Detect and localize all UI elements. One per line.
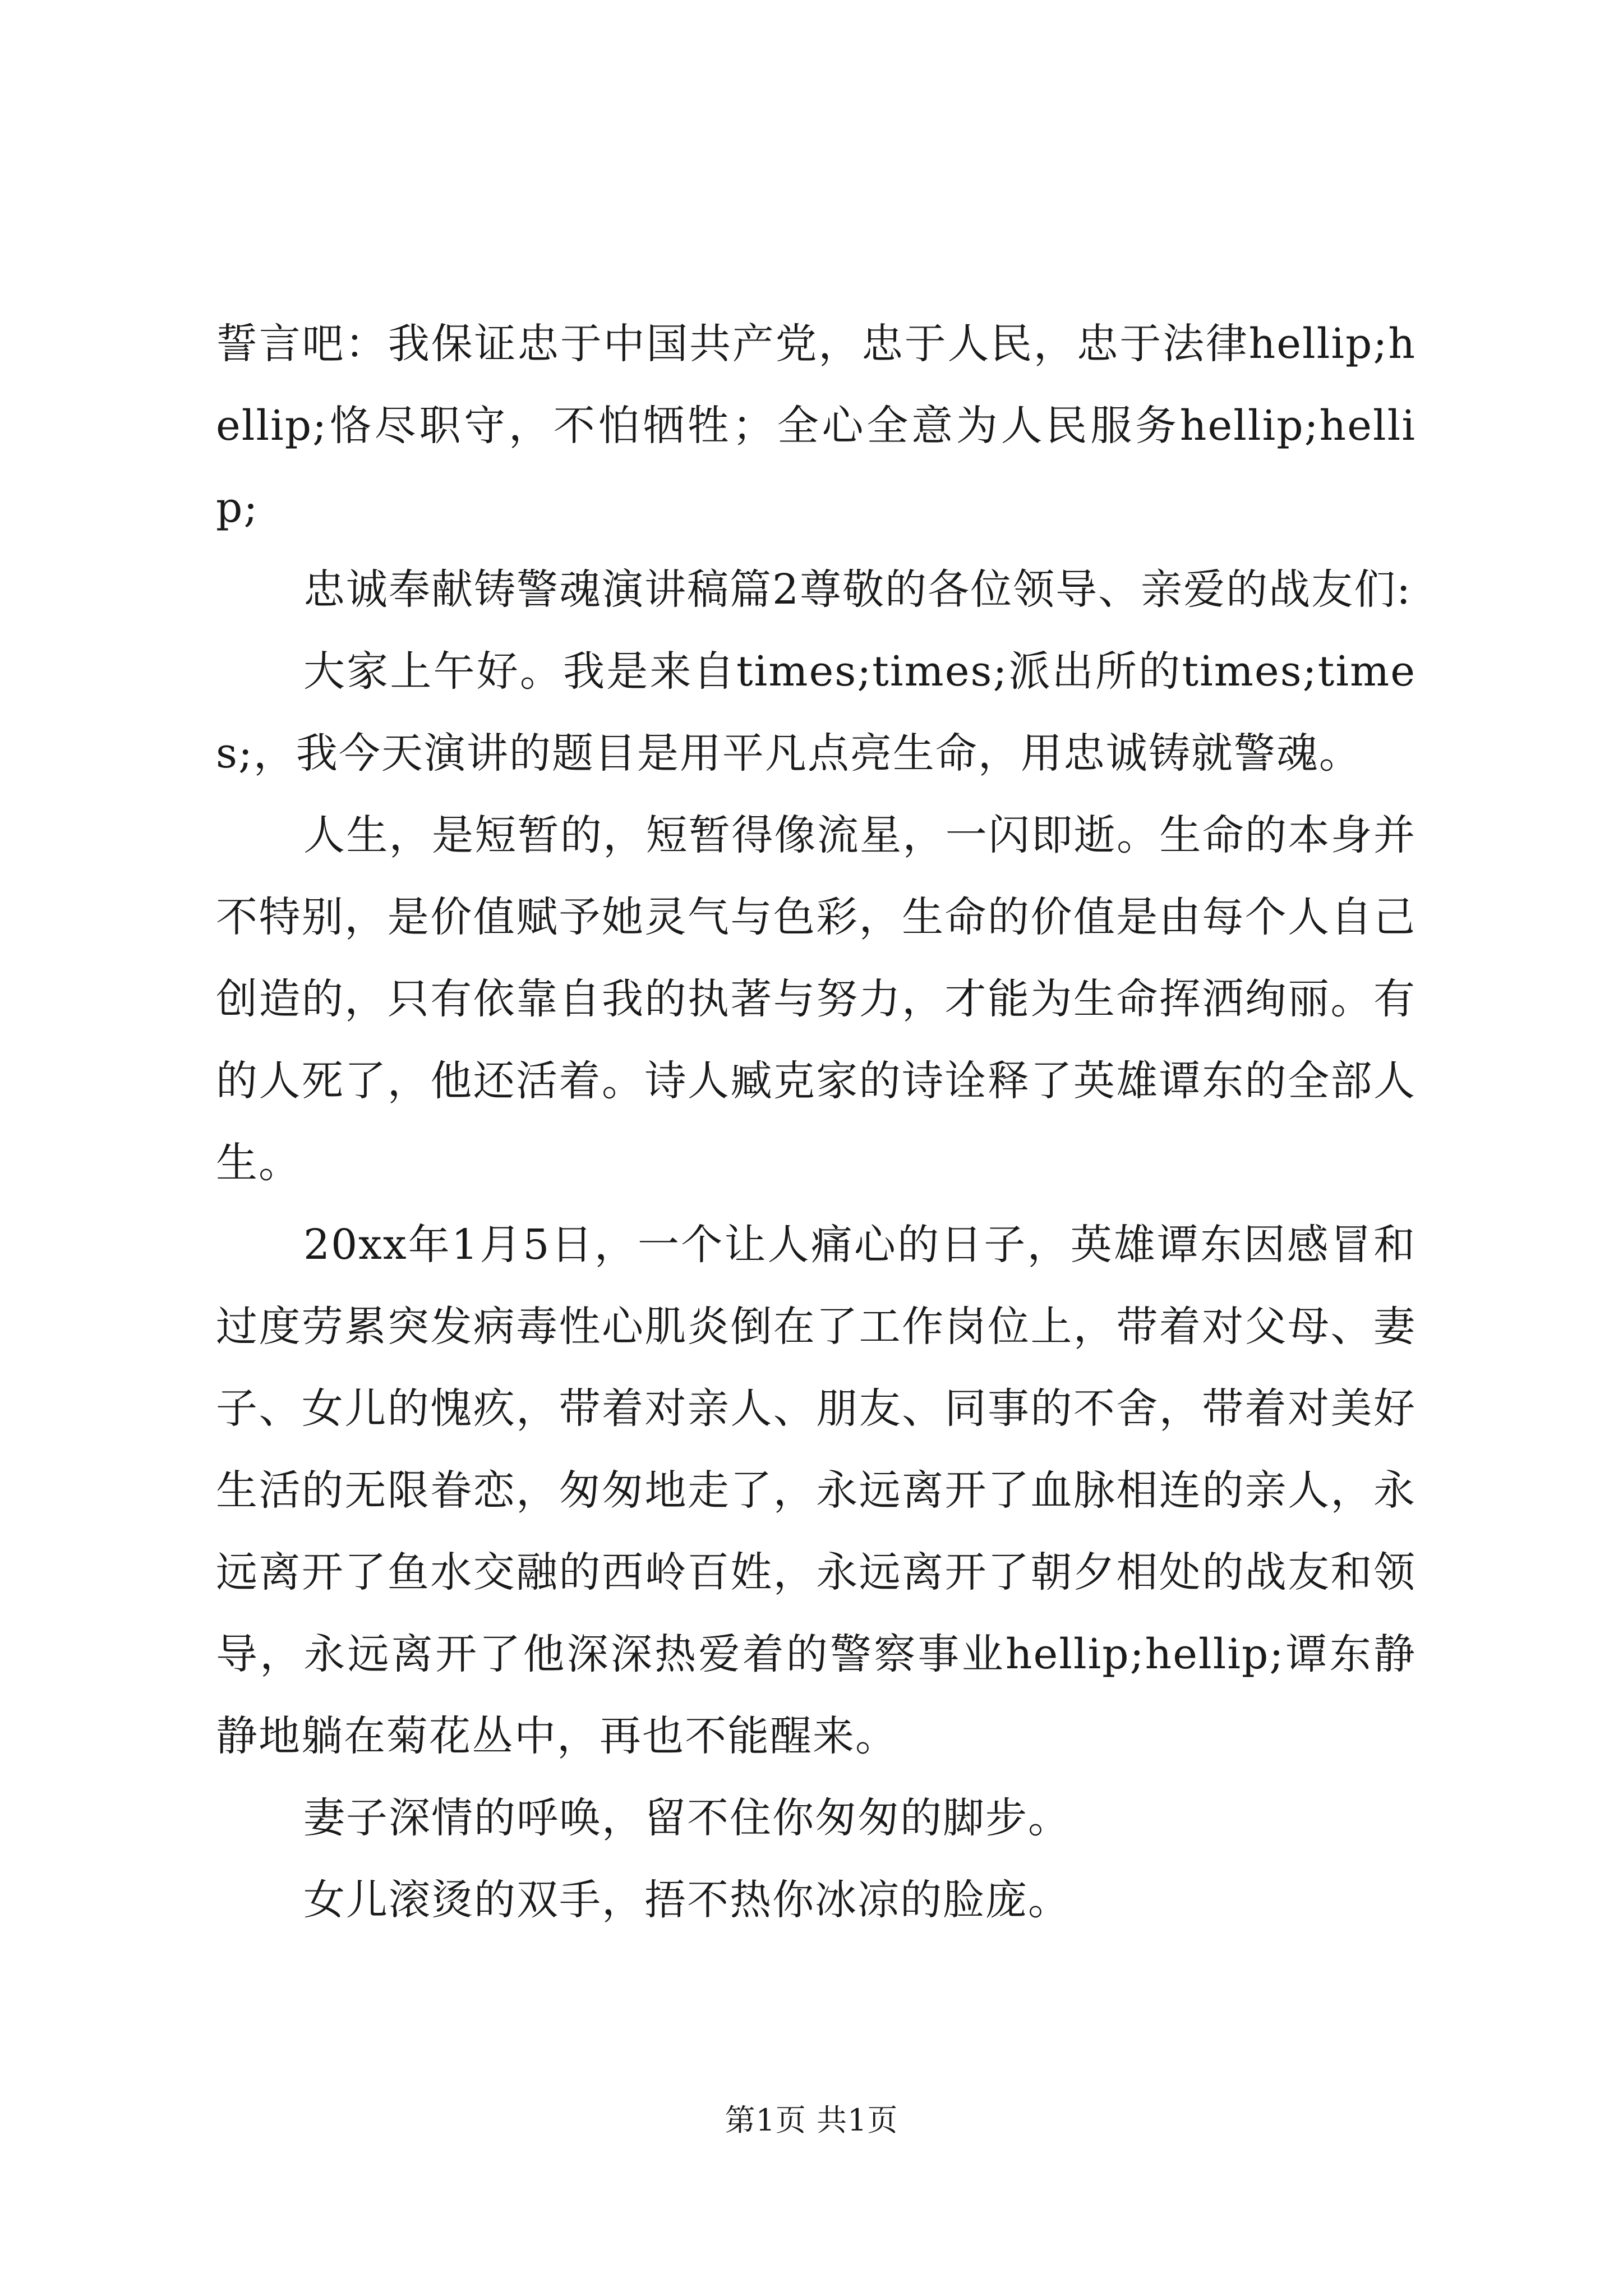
- paragraph-greeting: 大家上午好。我是来自times;times;派出所的times;times;，我今天演讲的题目是用平凡点亮生命，用忠诚铸就警魂。: [216, 647, 1416, 777]
- document-body: [216, 303, 1416, 1941]
- paragraph-oath: 誓言吧：我保证忠于中国共产党，忠于人民，忠于法律hellip;hellip;恪尽职守，不怕牺牲；全心全意为人民服务hellip;hellip;: [216, 320, 1416, 532]
- paragraph-speech-title: 忠诚奉献铸警魂演讲稿篇2尊敬的各位领导、亲爱的战友们:: [303, 565, 1412, 614]
- paragraph-wife: 妻子深情的呼唤，留不住你匆匆的脚步。: [303, 1794, 1071, 1842]
- paragraph-life: 人生，是短暂的，短暂得像流星，一闪即逝。生命的本身并不特别，是价值赋予她灵气与色彩，生命的价值是由每个人自己创造的，只有依靠自我的执著与努力，才能为生命挥洒绚丽。有的人死了，他还活着。诗人臧克家的诗诠释了英雄谭东的全部人生。: [216, 811, 1416, 1187]
- paragraph-hero-story: 20xx年1月5日，一个让人痛心的日子，英雄谭东因感冒和过度劳累突发病毒性心肌炎倒在了工作岗位上，带着对父母、妻子、女儿的愧疚，带着对亲人、朋友、同事的不舍，带着对美好生活的无限眷恋，匆匆地走了，永远离开了血脉相连的亲人，永远离开了鱼水交融的西岭百姓，永远离开了朝夕相处的战友和领导，永远离开了他深深热爱着的警察事业hellip;hellip;谭东静静地躺在菊花丛中，再也不能醒来。: [216, 1221, 1416, 1760]
- page-footer: 第1页 共1页: [725, 2102, 898, 2138]
- paragraph-daughter: 女儿滚烫的双手，捂不热你冰凉的脸庞。: [303, 1876, 1071, 1924]
